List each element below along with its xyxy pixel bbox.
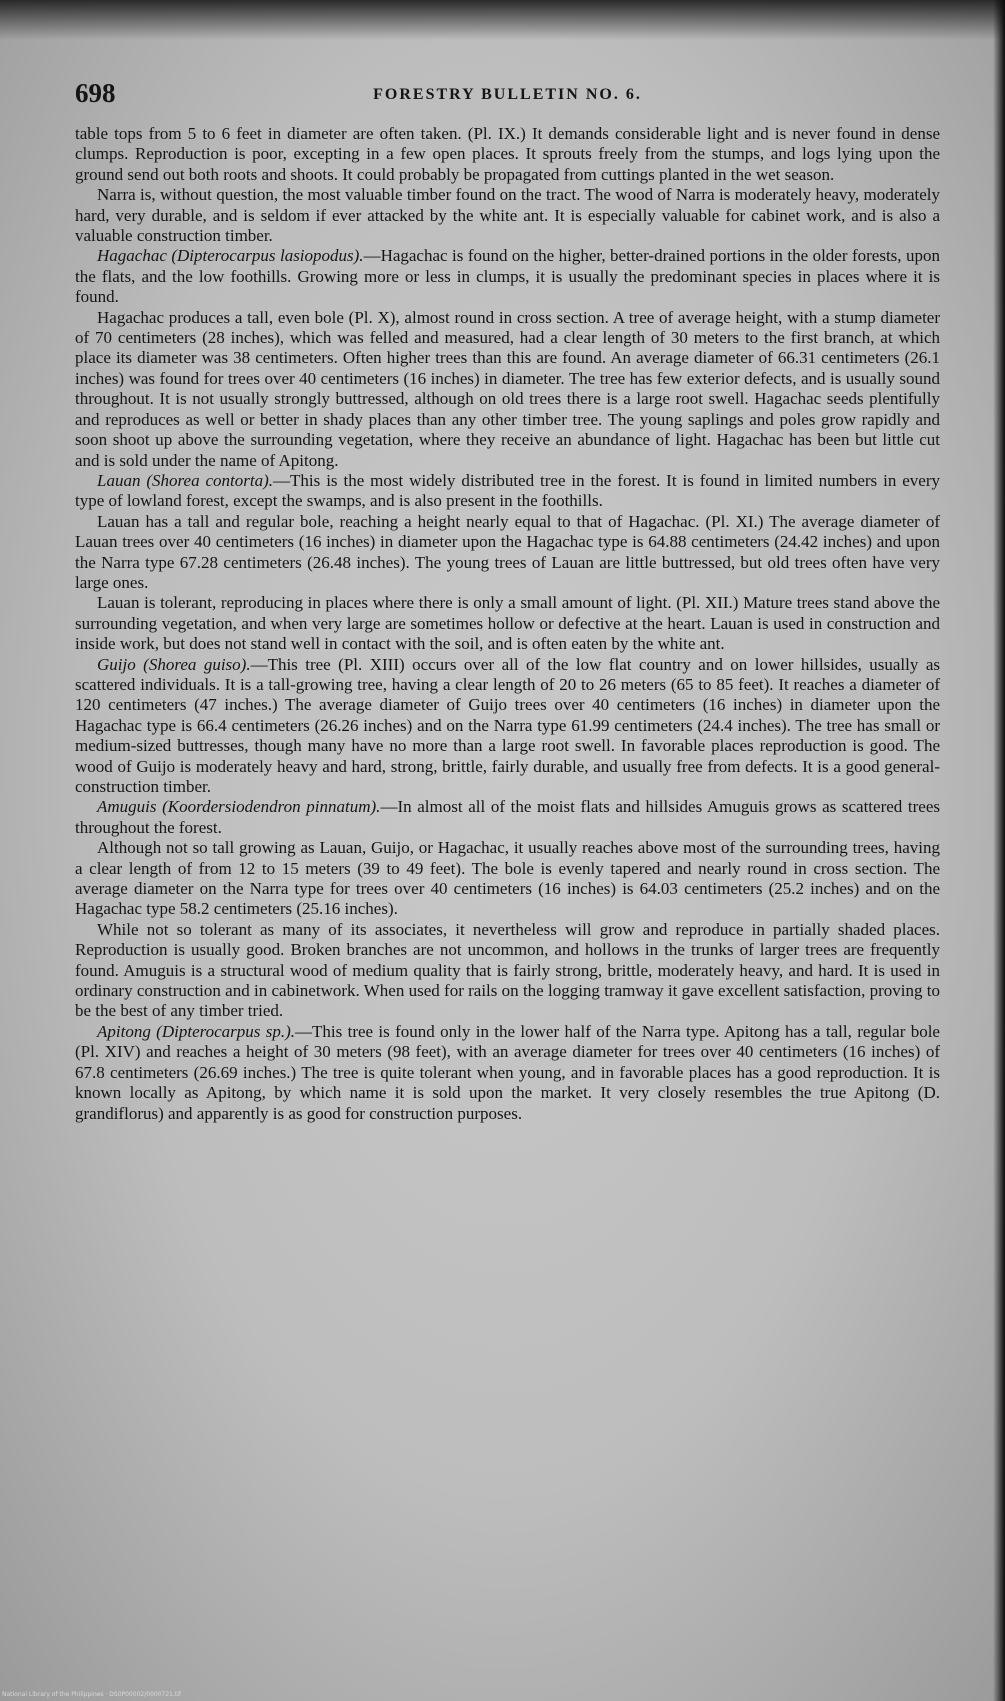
- paragraph-text: —This is the most widely distributed tree in the forest. It is found in limited numbers in every type of lowland forest, except the swamps, and is also present in the foothills.: [75, 470, 941, 511]
- paragraph-text: —Hagachac is found on the higher, better-drained portions in the older forests, upon the flats, and the low foothills. Growing more or less in clumps, it is usually the predominant species in places where it is found.: [75, 246, 940, 307]
- scan-source-label: National Library of the Philippines · DS0P00002/0000721.tif: [2, 1691, 182, 1698]
- paragraph: [75, 797, 940, 838]
- page-header: [75, 78, 940, 112]
- paragraph: [75, 246, 940, 307]
- paragraph: [75, 471, 940, 512]
- page-content: [75, 78, 940, 1598]
- paragraph: [75, 124, 940, 185]
- running-head: FORESTRY BULLETIN NO. 6.: [373, 86, 642, 103]
- species-heading: Lauan (Shorea contorta).: [97, 470, 274, 490]
- paragraph-text: Lauan is tolerant, reproducing in places where there is only a small amount of light. (Pl. XII.) Mature trees stand above the surrounding vegetation, and when very large are sometimes hollow or defective at the heart. Lauan is used in construction and inside work, but does not stand well in contact with the soil, and is often eaten by the white ant.: [75, 593, 940, 654]
- body-text: [75, 124, 940, 1124]
- paragraph: [75, 185, 940, 246]
- scan-shadow-top: [0, 0, 1005, 40]
- paragraph: [75, 593, 940, 654]
- paragraph: [75, 1022, 940, 1124]
- paragraph-text: table tops from 5 to 6 feet in diameter are often taken. (Pl. IX.) It demands considerable light and is never found in dense clumps. Reproduction is poor, excepting in a few open places. It sprouts freely from the stumps, and logs lying upon the ground send out both roots and shoots. It could probably be propagated from cuttings planted in the wet season.: [75, 124, 940, 184]
- species-heading: Guijo (Shorea guiso).: [97, 654, 251, 674]
- paragraph-text: —In almost all of the moist flats and hillsides Amuguis grows as scattered trees throughout the forest.: [75, 797, 941, 837]
- paragraph-text: While not so tolerant as many of its associates, it nevertheless will grow and reproduce in partially shaded places. Reproduction is usually good. Broken branches are not uncommon, and hollows in the trunks of larger trees are frequently found. Amuguis is a structural wood of medium quality that is fairly strong, brittle, moderately heavy, and hard. It is used in ordinary construction and in cabinetwork. When used for rails on the logging tramway it gave excellent satisfaction, proving to be the best of any timber tried.: [75, 919, 940, 1021]
- paragraph-text: Although not so tall growing as Lauan, Guijo, or Hagachac, it usually reaches above most of the surrounding trees, having a clear length of from 12 to 15 meters (39 to 49 feet). The bole is evenly tapered and nearly round in cross section. The average diameter on the Narra type for trees over 40 centimeters (16 inches) is 64.03 centimeters (25.2 inches) and on the Hagachac type 58.2 centimeters (25.16 inches).: [75, 838, 940, 919]
- paragraph-text: Narra is, without question, the most valuable timber found on the tract. The wood of Narra is moderately heavy, moderately hard, very durable, and is seldom if ever attacked by the white ant. It is especially valuable for cabinet work, and is also a valuable construction timber.: [75, 185, 940, 246]
- paragraph-text: Lauan has a tall and regular bole, reaching a height nearly equal to that of Hagachac. (Pl. XI.) The average diameter of Lauan trees over 40 centimeters (16 inches) in diameter upon the Hagachac type is 64.88 centimeters (24.42 inches) and upon the Narra type 67.28 centimeters (26.48 inches). The young trees of Lauan are little buttressed, but old trees often have very large ones.: [75, 511, 940, 592]
- paragraph: [75, 838, 940, 920]
- paragraph-text: Hagachac produces a tall, even bole (Pl. X), almost round in cross section. A tree of average height, with a stump diameter of 70 centimeters (28 inches), which was felled and measured, had a clear length of 30 meters to the first branch, at which place its diameter was 38 centimeters. Often higher trees than this are found. An average diameter of 66.31 centimeters (26.1 inches) was found for trees over 40 centimeters (16 inches) in diameter. The tree has few exterior defects, and is usually sound throughout. It is not usually strongly buttressed, although on old trees there is a large root swell. Hagachac seeds plentifully and reproduces as well or better in shady places than any other timber tree. The young saplings and poles grow rapidly and soon shoot up above the surrounding vegetation, where they receive an abundance of light. Hagachac has been but little cut and is sold under the name of Apitong.: [75, 307, 940, 470]
- species-heading: Hagachac (Dipterocarpus lasiopodus).: [97, 246, 364, 266]
- species-heading: Amuguis (Koordersiodendron pinnatum).: [97, 797, 381, 817]
- paragraph-text: —This tree (Pl. XIII) occurs over all of the low flat country and on lower hillsides, usually as scattered individuals. It is a tall-growing tree, having a clear length of 20 to 26 meters (65 to 85 feet). It reaches a diameter of 120 centimeters (47 inches.) The average diameter of Guijo trees over 40 centimeters (16 inches) in diameter upon the Hagachac type is 66.4 centimeters (26.26 inches) and on the Narra type 61.99 centimeters (24.4 inches). The tree has small or medium-sized buttresses, though many have no more than a large root swell. In favorable places reproduction is good. The wood of Guijo is moderately heavy and hard, strong, brittle, fairly durable, and usually free from defects. It is a good general-construction timber.: [75, 654, 940, 796]
- paragraph-text: —This tree is found only in the lower half of the Narra type. Apitong has a tall, regular bole (Pl. XIV) and reaches a height of 30 meters (98 feet), with an average diameter for trees over 40 centimeters (16 inches) of 67.8 centimeters (26.69 inches.) The tree is quite tolerant when young, and in favorable places has a good reproduction. It is known locally as Apitong, by which name it is sold upon the market. It very closely resembles the true Apitong (D. grandiflorus) and apparently is as good for construction purposes.: [75, 1021, 940, 1123]
- paragraph: [75, 308, 940, 471]
- paragraph: [75, 920, 940, 1022]
- paragraph: [75, 512, 940, 594]
- species-heading: Apitong (Dipterocarpus sp.).: [97, 1021, 296, 1041]
- page-number: 698: [75, 78, 116, 108]
- scan-shadow-right: [993, 0, 1005, 1701]
- paragraph: [75, 655, 940, 798]
